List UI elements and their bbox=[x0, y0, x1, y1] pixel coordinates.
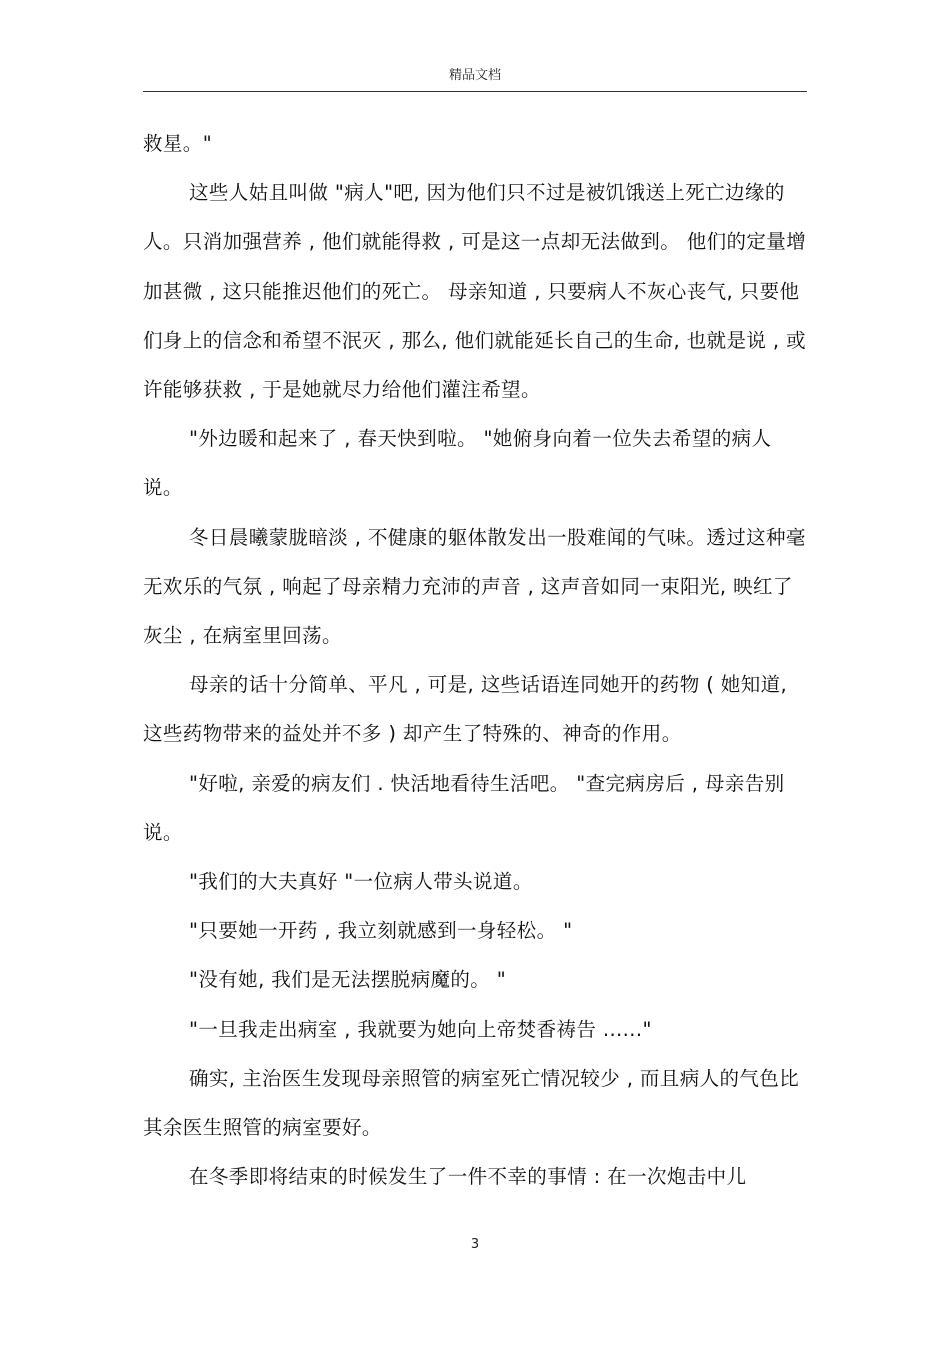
page-number: 3 bbox=[470, 1237, 480, 1252]
document-body bbox=[143, 119, 807, 1201]
paragraph-5: 母亲的话十分简单、平凡 , 可是, 这些话语连同她开的药物 ( 她知道, 这些药物带来的益处并不多 ) 却产生了特殊的、神奇的作用。 bbox=[143, 673, 788, 746]
paragraph-6: "好啦, 亲爱的病友们 . 快活地看待生活吧。 "查完病房后 , 母亲告别说。 bbox=[143, 771, 785, 844]
paragraph-1: 救星。" bbox=[143, 132, 213, 155]
paragraph-3: "外边暖和起来了 , 春天快到啦。 "她俯身向着一位失去希望的病人说。 bbox=[143, 427, 772, 500]
paragraph-4: 冬日晨曦蒙胧暗淡 , 不健康的躯体散发出一股难闻的气味。透过这种毫无欢乐的气氛 , 响起了母亲精力充沛的声音 , 这声音如同一束阳光, 映红了灰尘 , 在病室里回荡。 bbox=[143, 525, 806, 648]
paragraph-8: "只要她一开药 , 我立刻就感到一身轻松。 " bbox=[189, 919, 573, 943]
paragraph-10: "一旦我走出病室 , 我就要为她向上帝焚香祷告 ......" bbox=[189, 1017, 652, 1041]
paragraph-12: 在冬季即将结束的时候发生了一件不幸的事情 : 在一次炮击中儿 bbox=[189, 1165, 747, 1189]
paragraph-2: 这些人姑且叫做 "病人"吧, 因为他们只不过是被饥饿送上死亡边缘的人。只消加强营养 , 他们就能得救 , 可是这一点却无法做到。 他们的定量增加甚微 , 这只能推迟他们的死亡。 母亲知道 , 只要病人不灰心丧气, 只要他们身上的信念和希望不泯灭 , 那么, 他们就能延长自己的生命, 也就是说 , 或许能够获救 , 于是她就尽力给他们灌注希望。 bbox=[143, 181, 807, 402]
paragraph-11: 确实, 主治医生发现母亲照管的病室死亡情况较少 , 而且病人的气色比其余医生照管的病室要好。 bbox=[143, 1066, 800, 1140]
paragraph-7: "我们的大夫真好 "一位病人带头说道。 bbox=[189, 870, 533, 894]
header-divider bbox=[143, 91, 807, 92]
paragraph-9: "没有她, 我们是无法摆脱病魔的。 " bbox=[189, 968, 507, 992]
page-header: 精品文档 bbox=[448, 68, 501, 83]
